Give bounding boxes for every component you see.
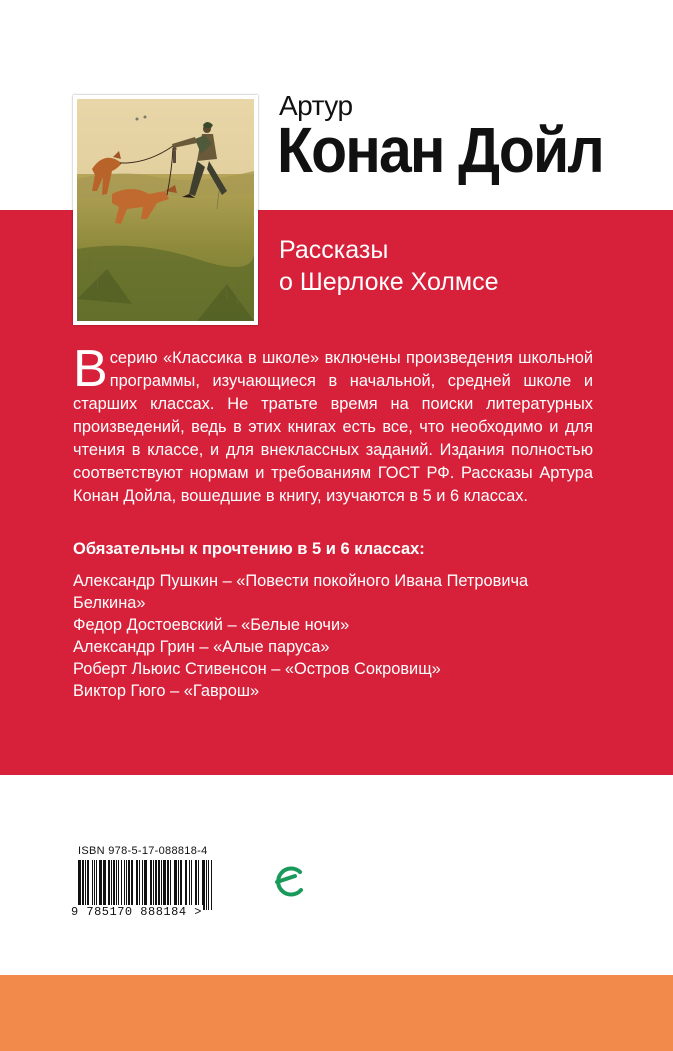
required-reading-list bbox=[73, 570, 593, 702]
book-title-line1: Рассказы bbox=[279, 236, 389, 264]
barcode-bar bbox=[198, 860, 199, 910]
barcode-bar bbox=[99, 860, 102, 910]
barcode-bar bbox=[206, 860, 207, 910]
list-item: Федор Достоевский – «Белые ночи» bbox=[73, 616, 350, 634]
series-description bbox=[73, 340, 593, 508]
barcode-bar bbox=[94, 860, 95, 910]
barcode-bar bbox=[128, 860, 130, 910]
barcode-bar bbox=[121, 860, 122, 910]
barcode-bar bbox=[139, 860, 140, 910]
barcode-bar bbox=[111, 860, 112, 910]
barcode-bar bbox=[180, 860, 182, 910]
hunter-with-dogs-painting bbox=[77, 99, 254, 321]
required-reading-title: Обязательны к прочтению в 5 и 6 классах: bbox=[73, 540, 425, 558]
orange-band bbox=[0, 975, 673, 1051]
barcode-bar bbox=[153, 860, 154, 910]
barcode-bars bbox=[76, 860, 216, 910]
barcode-bar bbox=[108, 860, 110, 910]
barcode-digits: 9 785170 888184 > bbox=[71, 905, 202, 919]
barcode-bar bbox=[161, 860, 162, 910]
book-title bbox=[279, 234, 498, 298]
barcode-bar bbox=[92, 860, 93, 910]
list-item: Виктор Гюго – «Гаврош» bbox=[73, 682, 260, 700]
barcode-bar bbox=[211, 860, 212, 910]
barcode-bar bbox=[178, 860, 179, 910]
barcode-bar bbox=[116, 860, 117, 910]
barcode-bar bbox=[82, 860, 84, 910]
barcode-bar bbox=[85, 860, 86, 910]
barcode-bar bbox=[126, 860, 127, 910]
barcode-bar bbox=[167, 860, 169, 910]
barcode-bar bbox=[191, 860, 192, 910]
barcode-bar bbox=[208, 860, 209, 910]
barcode-bar bbox=[131, 860, 133, 910]
author-first-name: Артур bbox=[279, 90, 353, 121]
cover-painting bbox=[73, 95, 258, 325]
drop-cap: В bbox=[73, 340, 108, 398]
list-item: Роберт Льюис Стивенсон – «Остров Сокровищ» bbox=[73, 660, 441, 678]
barcode-bar bbox=[142, 860, 143, 910]
barcode-bar bbox=[174, 860, 177, 910]
barcode-bar bbox=[150, 860, 152, 910]
barcode-bar bbox=[144, 860, 147, 910]
barcode-bar bbox=[113, 860, 115, 910]
barcode-bar bbox=[189, 860, 190, 910]
barcode-bar bbox=[155, 860, 157, 910]
isbn-label: ISBN 978-5-17-088818-4 bbox=[78, 845, 208, 857]
barcode-bar bbox=[87, 860, 89, 910]
barcode-bar bbox=[96, 860, 97, 910]
barcode-bar bbox=[78, 860, 81, 910]
barcode-bar bbox=[163, 860, 166, 910]
barcode-bar bbox=[202, 860, 205, 910]
description-text: серию «Классика в школе» включены произведения школьной программы, изучающиеся в начальной, средней школе и старших классах. Не тратьте время на поиски литературных произведений, ведь в этих книгах есть все, что необходимо и для чтения в классе, и для внеклассных заданий. Издания полностью соответствуют нормам и требованиям ГОСТ РФ. Рассказы Артура Конан Дойла, вошедшие в книгу, изучаются в 5 и 6 классах. bbox=[73, 349, 593, 505]
barcode-bar bbox=[170, 860, 171, 910]
barcode-bar bbox=[185, 860, 187, 910]
book-title-line2: о Шерлоке Холмсе bbox=[279, 268, 499, 296]
author-last-name: Конан Дойл bbox=[277, 114, 603, 186]
barcode-bar bbox=[136, 860, 138, 910]
barcode-bar bbox=[103, 860, 106, 910]
eksmo-e-logo-icon bbox=[270, 862, 306, 902]
list-item: Александр Грин – «Алые паруса» bbox=[73, 638, 330, 656]
barcode-bar bbox=[195, 860, 197, 910]
list-item: Александр Пушкин – «Повести покойного Ивана Петровича Белкина» bbox=[73, 572, 529, 612]
barcode-bar bbox=[158, 860, 160, 910]
barcode-bar bbox=[124, 860, 125, 910]
barcode-bar bbox=[118, 860, 119, 910]
